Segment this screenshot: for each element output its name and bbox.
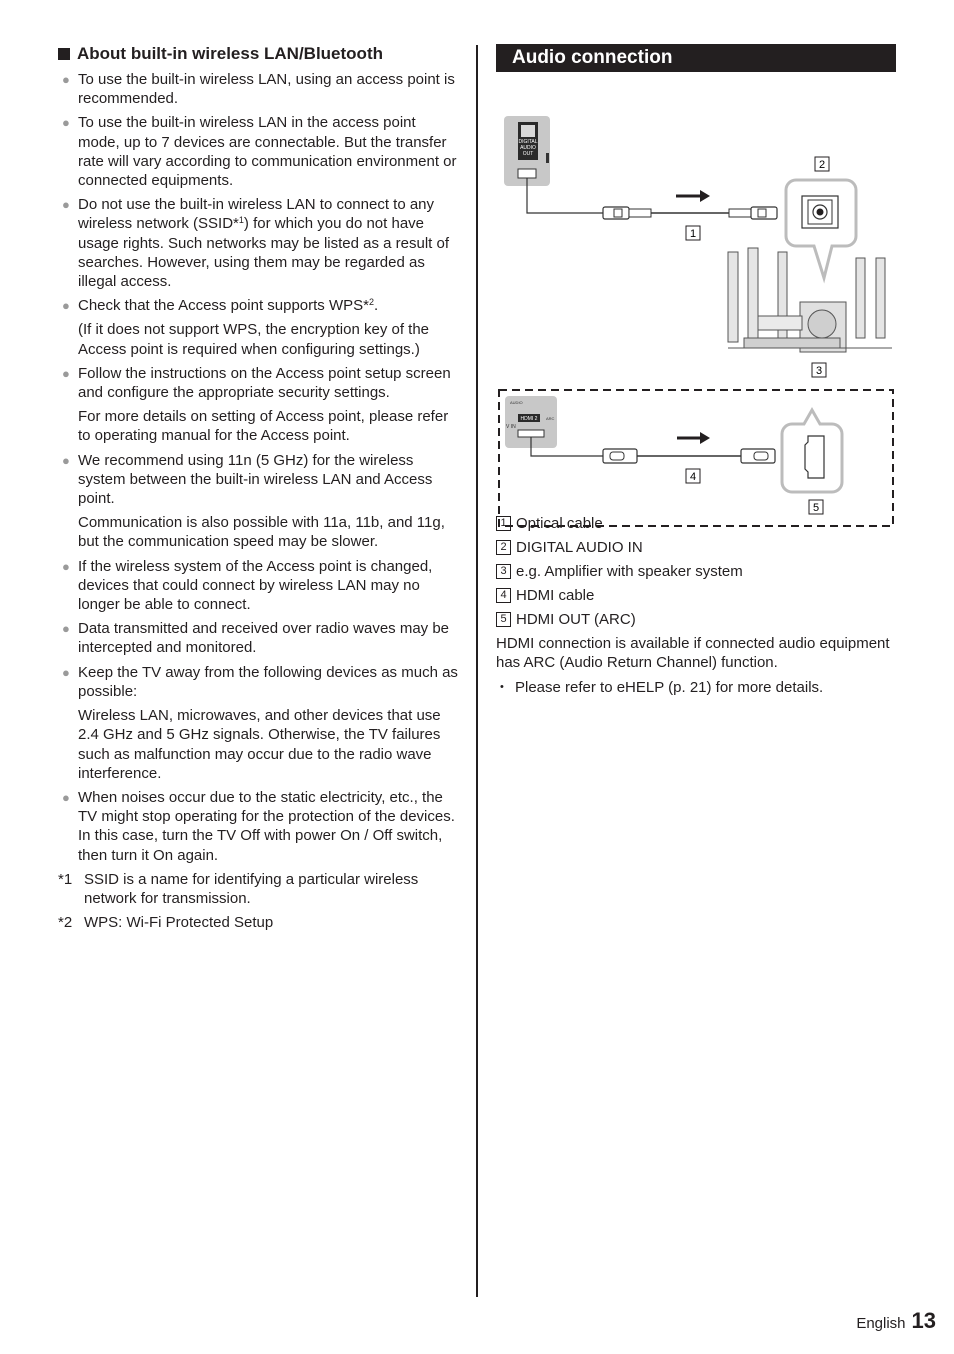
list-item: ● If the wireless system of the Access point is changed, devices that could connect by wireless LAN may no longer be able to connect. — [62, 557, 433, 614]
legend-number: 5 — [496, 612, 511, 627]
connection-illustration — [496, 72, 896, 532]
amplifier-speaker-system — [728, 248, 892, 352]
page-number: 13 — [911, 1308, 936, 1333]
list-item: ● Follow the instructions on the Access point setup screen and configure the appropriate security settings. For more details on setting of Access point, please refer to operating manual for the Access point. — [62, 364, 451, 445]
wireless-notes-list — [58, 70, 458, 865]
legend-item: 3 e.g. Amplifier with speaker system — [496, 562, 896, 581]
svg-text:OUT: OUT — [522, 151, 534, 157]
svg-text:HDMI 2: HDMI 2 — [520, 416, 538, 422]
audio-connection-title: Audio connection — [496, 44, 896, 72]
left-column — [58, 44, 458, 937]
svg-text:AUDIO: AUDIO — [510, 400, 523, 405]
list-item: ● Check that the Access point supports WPS*$^2$. (If it does not support WPS, the encryption key of the Access point is required when configuring settings.) — [62, 297, 430, 358]
svg-text:3: 3 — [815, 365, 823, 377]
direction-arrow-icon — [676, 190, 710, 202]
section-heading-text: About built-in wireless LAN/Bluetooth — [77, 44, 383, 63]
svg-text:2: 2 — [818, 159, 826, 171]
right-column — [496, 44, 896, 532]
bullet-dot-icon: ● — [62, 298, 70, 314]
direction-arrow-icon — [677, 432, 710, 444]
footnote-ref: 2 — [368, 297, 374, 308]
footnote-1: *1 SSID is a name for identifying a particular wireless network for transmission. — [58, 870, 419, 907]
bullet-dot-icon: ● — [62, 558, 70, 574]
optical-cable — [527, 178, 777, 219]
bullet-dot-icon: ● — [62, 72, 70, 87]
section-heading — [58, 44, 458, 64]
legend-item: 1 Optical cable — [496, 514, 896, 533]
svg-text:DIGITAL: DIGITAL — [518, 139, 538, 145]
legend-number: 2 — [496, 540, 511, 555]
list-item: ● To use the built-in wireless LAN, using an access point is recommended. — [62, 71, 455, 108]
bullet-dot-icon: ● — [62, 789, 70, 805]
legend-item: 4 HDMI cable — [496, 586, 896, 605]
hdmi-cable — [531, 437, 775, 463]
list-item: ● To use the built-in wireless LAN in the access point mode, up to 7 devices are connectable. But the transfer rate will vary according to communication environment or connected equipments. — [62, 114, 457, 190]
ehelp-reference: • Please refer to eHELP (p. 21) for more details. — [500, 679, 824, 697]
callout-4 — [686, 469, 700, 483]
audio-connection-diagram — [496, 72, 896, 532]
svg-text:1: 1 — [689, 228, 697, 240]
footnote-ref: 1 — [238, 215, 244, 226]
bullet-dot-icon: ● — [62, 664, 70, 680]
footnotes — [58, 870, 458, 933]
column-divider — [476, 45, 478, 1297]
list-item: ● We recommend using 11n (5 GHz) for the wireless system between the built-in wireless LAN and Access point. Communication is also possible with 11a, 11b, and 11g, but the communication speed may be slower. — [62, 451, 445, 551]
svg-text:AUDIO: AUDIO — [520, 145, 536, 151]
legend-number: 3 — [496, 564, 511, 579]
bullet-dot-icon: ● — [62, 621, 70, 637]
hdmi-out-arc-zoom — [782, 410, 842, 492]
bullet-dot-icon: ● — [62, 365, 70, 381]
callout-3 — [812, 363, 826, 377]
callout-1 — [686, 226, 700, 240]
legend-number: 4 — [496, 588, 511, 603]
legend-item: 2 DIGITAL AUDIO IN — [496, 538, 896, 557]
svg-text:4: 4 — [689, 471, 697, 483]
legend-item: 5 HDMI OUT (ARC) — [496, 610, 896, 629]
list-item: ● Do not use the built-in wireless LAN to connect to any wireless network (SSID*$^1$) for which you do not have usage rights. Such networks may be listed as a result of searches. However, using them may be regarded as illegal access. — [62, 196, 450, 291]
bullet-dot-icon: ● — [62, 452, 70, 468]
diagram-legend — [496, 514, 896, 697]
callout-5 — [809, 500, 823, 514]
tv-optical-port — [504, 116, 550, 186]
bullet-dot-icon: ● — [62, 197, 70, 213]
bullet-dot-icon: • — [500, 681, 504, 694]
digital-audio-in-zoom — [786, 180, 856, 278]
callout-2 — [815, 157, 829, 171]
list-item: ● Data transmitted and received over radio waves may be intercepted and monitored. — [62, 620, 450, 657]
page-language: English — [856, 1315, 906, 1332]
svg-text:V IN: V IN — [506, 424, 516, 430]
list-item: ● Keep the TV away from the following devices as much as possible: Wireless LAN, microwaves, and other devices that use 2.4 GHz and 5 GHz signals. Otherwise, the TV failures such as malfunction may occur due to the radio wave interference. — [62, 663, 458, 782]
svg-text:ARC: ARC — [546, 416, 555, 421]
arc-note: HDMI connection is available if connected audio equipment has ARC (Audio Return Channel) function. — [496, 635, 890, 672]
footnote-2: *2 WPS: Wi-Fi Protected Setup — [58, 914, 274, 932]
legend-number: 1 — [496, 516, 511, 531]
list-item: ● When noises occur due to the static electricity, etc., the TV might stop operating for the protection of the devices. In this case, turn the TV Off with power On / Off switch, then turn it On again. — [62, 788, 455, 864]
page-footer — [856, 1308, 936, 1334]
square-bullet-icon — [58, 48, 70, 60]
svg-text:5: 5 — [812, 502, 820, 514]
bullet-dot-icon: ● — [62, 115, 70, 131]
